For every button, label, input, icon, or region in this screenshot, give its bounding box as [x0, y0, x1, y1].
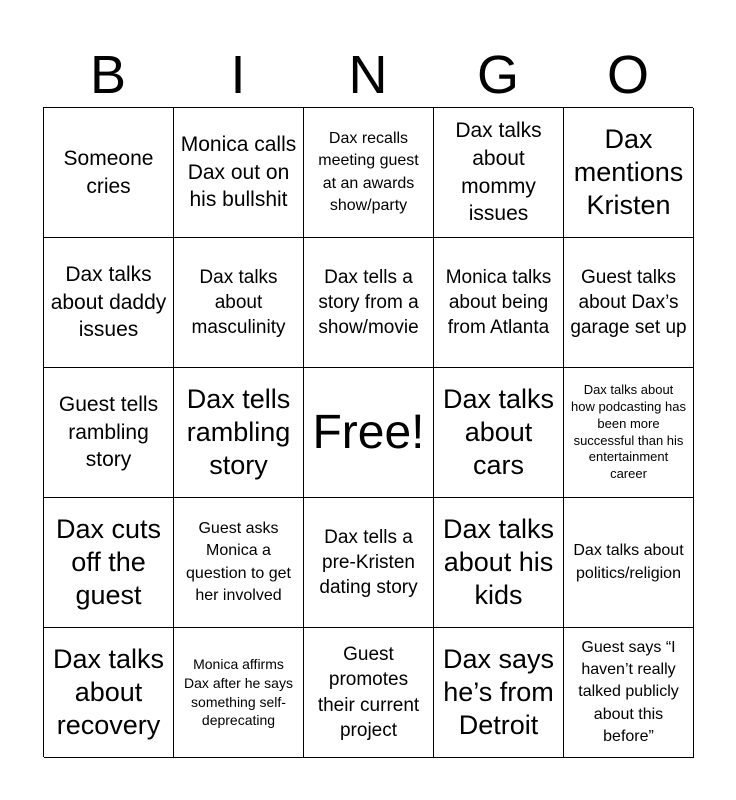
cell-text: Dax mentions Kristen — [573, 124, 684, 220]
bingo-cell[interactable] — [174, 238, 304, 368]
bingo-cell[interactable] — [434, 108, 564, 238]
free-space[interactable] — [304, 368, 434, 498]
cell-text: Monica talks about being from Atlanta — [445, 266, 552, 339]
cell-text: Dax tells a story from a show/movie — [318, 266, 419, 339]
bingo-cell[interactable] — [564, 238, 694, 368]
bingo-cell[interactable] — [304, 238, 434, 368]
cell-text: Dax talks about his kids — [442, 514, 555, 610]
bingo-cell[interactable] — [44, 108, 174, 238]
cell-text: Monica affirms Dax after he says something self-deprecating — [184, 655, 293, 729]
cell-text: Guest tells rambling story — [58, 392, 159, 472]
bingo-cell[interactable] — [304, 628, 434, 758]
cell-text: Dax says he’s from Detroit — [442, 644, 555, 740]
bingo-cell[interactable] — [564, 368, 694, 498]
cell-text: Dax recalls meeting guest at an awards show/party — [318, 130, 419, 214]
cell-text: Dax tells rambling story — [186, 384, 291, 480]
cell-text: Someone cries — [63, 146, 154, 198]
bingo-grid — [43, 107, 693, 757]
cell-text: Dax talks about masculinity — [191, 266, 286, 339]
bingo-cell[interactable] — [434, 628, 564, 758]
bingo-cell[interactable] — [174, 628, 304, 758]
bingo-cell[interactable] — [564, 108, 694, 238]
cell-text: Guest promotes their current project — [317, 643, 420, 741]
cell-text: Guest talks about Dax’s garage set up — [570, 266, 687, 339]
bingo-cell[interactable] — [434, 368, 564, 498]
cell-text: Dax talks about how podcasting has been more successful than his entertainment career — [571, 381, 686, 482]
cell-text: Dax talks about cars — [442, 384, 555, 480]
bingo-cell[interactable] — [44, 498, 174, 628]
bingo-cell[interactable] — [44, 628, 174, 758]
bingo-cell[interactable] — [564, 498, 694, 628]
cell-text: Guest asks Monica a question to get her involved — [186, 520, 291, 604]
bingo-cell[interactable] — [44, 368, 174, 498]
bingo-cell[interactable] — [174, 108, 304, 238]
bingo-cell[interactable] — [174, 368, 304, 498]
header-letter-b: B — [89, 45, 127, 105]
header-letter-i: I — [230, 45, 246, 105]
cell-text: Free! — [312, 405, 425, 459]
header-letter-n: N — [348, 45, 388, 105]
bingo-header — [43, 44, 693, 106]
cell-text: Dax cuts off the guest — [55, 514, 162, 610]
bingo-cell[interactable] — [434, 498, 564, 628]
bingo-cell[interactable] — [564, 628, 694, 758]
header-letter-g: G — [476, 45, 519, 105]
cell-text: Dax talks about mommy issues — [455, 119, 542, 226]
bingo-cell[interactable] — [44, 238, 174, 368]
bingo-cell[interactable] — [174, 498, 304, 628]
cell-text: Dax talks about daddy issues — [50, 262, 167, 342]
bingo-cell[interactable] — [304, 108, 434, 238]
header-letter-o: O — [606, 45, 649, 105]
cell-text: Monica calls Dax out on his bullshit — [180, 132, 297, 212]
cell-text: Dax tells a pre-Kristen dating story — [319, 526, 418, 599]
cell-text: Guest says “I haven’t really talked publicly about this before” — [578, 639, 679, 745]
bingo-cell[interactable] — [304, 498, 434, 628]
bingo-cell[interactable] — [434, 238, 564, 368]
cell-text: Dax talks about politics/religion — [573, 542, 684, 582]
cell-text: Dax talks about recovery — [52, 644, 165, 740]
